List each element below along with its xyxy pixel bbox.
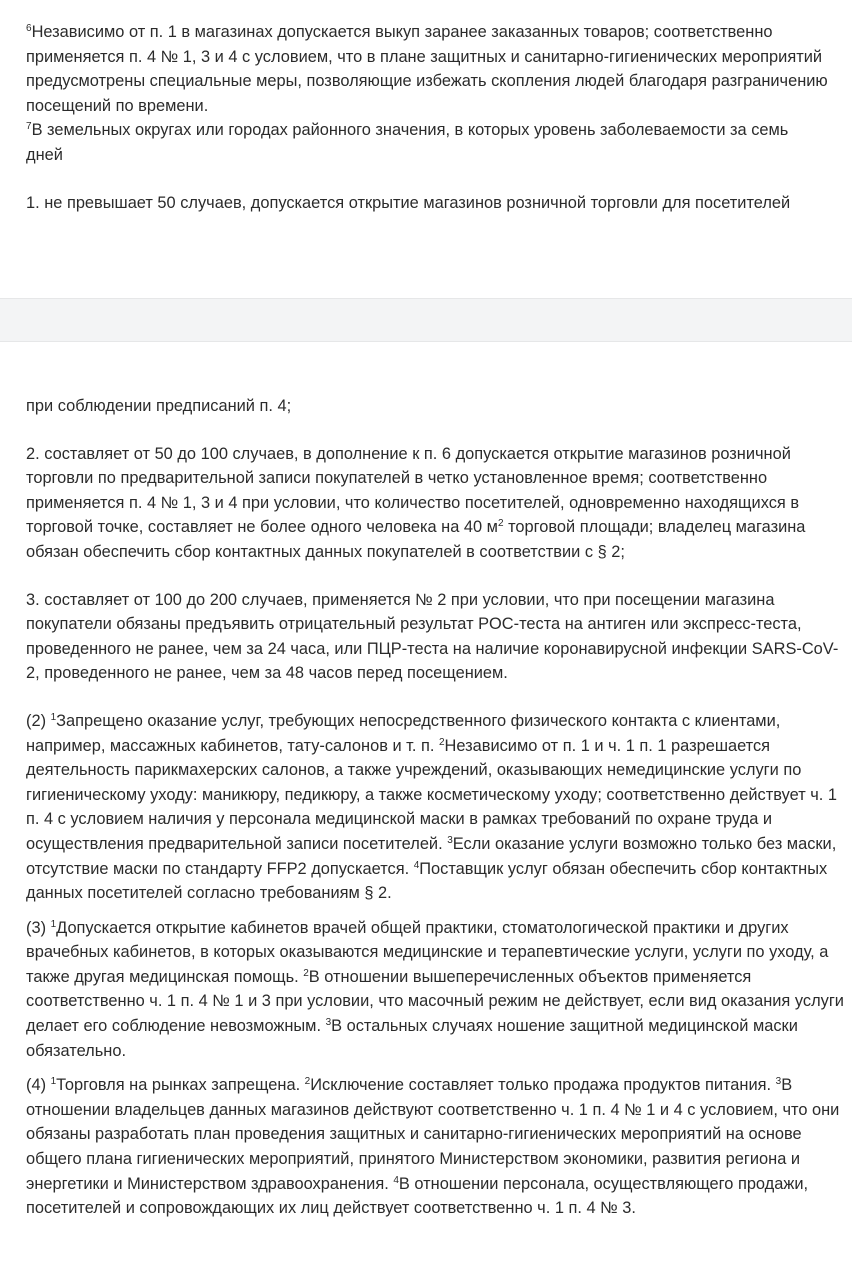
sentence-7 xyxy=(26,118,828,167)
list-item-1: 1. не превышает 50 случаев, допускается открытие магазинов розничной торговли для посетителей xyxy=(26,193,791,212)
sentence-text: Независимо от п. 1 в магазинах допускается выкуп заранее заказанных товаров; соответственно применяется п. 4 № 1, 3 и 4 с условием, что в плане защитных и санитарно-гигиенических мероприятий предусмотрены специальные меры, позволяющие избежать скопления людей благодаря разграничению посещений по времени. xyxy=(26,23,828,115)
sentence-text: В земельных округах или городах районного значения, в которых уровень заболеваемости за семь дней xyxy=(26,121,789,164)
paragraph-2: (2) $^1$Запрещено оказание услуг, требующих непосредственного физического контакта с клиентами, например, массажных кабинетов, тату-салонов и т. п. $^2$Независимо от п. 1 и ч. 1 п. 1 разрешается деятельность парикмахерских салонов, а также учреждений, оказывающих немедицинские услуги по гигиеническому уходу: маникюру, педикюру, а также косметическому уходу; соответственно действует ч. 1 п. 4 с условием наличия у персонала медицинской маски в рамках требований по охране труда и осуществления предварительной записи посетителей. $^3$Если оказание услуги возможно только без маски, отсутствие маски по стандарту FFP2 допускается. $^4$Поставщик услуг обязан обеспечить сбор контактных данных посетителей согласно требованиям § 2. xyxy=(26,711,838,903)
sentence-6 xyxy=(26,20,828,118)
page-separator xyxy=(0,298,852,342)
list-item-1-continued: при соблюдении предписаний п. 4; xyxy=(26,397,292,415)
list-item-2: 2. составляет от 50 до 100 случаев, в дополнение к п. 6 допускается открытие магазинов розничной торговли по предварительной записи покупателей в четко установленное время; соответственно применяется п. 4 № 1, 3 и 4 при условии, что количество посетителей, одновременно находящихся в торговой точке, составляет не более одного человека на 40 $м^2$ торговой площади; владелец магазина обязан обеспечить сбор контактных данных покупателей в соответствии с § 2; xyxy=(26,444,806,561)
sentence-number: 7 xyxy=(26,121,32,133)
paragraph-3: (3) $^1$Допускается открытие кабинетов врачей общей практики, стоматологической практики и других врачебных кабинетов, в которых оказываются медицинские и терапевтические услуги, услуги по уходу, а также другая медицинская помощь. $^2$В отношении вышеперечисленных объектов применяется соответственно ч. 1 п. 4 № 1 и 3 при условии, что масочный режим не действует, если вид оказания услуги делает его соблюдение невозможным. $^3$В остальных случаях ношение защитной медицинской маски обязательно. xyxy=(26,918,844,1060)
paragraph-4: (4) $^1$Торговля на рынках запрещена. $^2$Исключение составляет только продажа продуктов питания. $^3$В отношении владельцев данных магазинов действуют соответственно ч. 1 п. 4 № 1 и 4 с условием, что они обязаны разработать план проведения защитных и санитарно-гигиенических мероприятий на основе общего плана гигиенических мероприятий, принятого Министерством экономики, развития региона и энергетики и Министерством здравоохранения. $^4$В отношении персонала, осуществляющего продажи, посетителей и сопровождающих их лиц действует соответственно ч. 1 п. 4 № 3. xyxy=(26,1076,840,1218)
page-bottom xyxy=(0,342,852,1280)
list-item-3: 3. составляет от 100 до 200 случаев, применяется № 2 при условии, что при посещении магазина покупатели обязаны предъявить отрицательный результат POC-теста на антиген или экспресс-теста, проведенного не ранее, чем за 24 часа, или ПЦР-теста на наличие коронавирусной инфекции SARS-CoV-2, проведенного не ранее, чем за 48 часов перед посещением. xyxy=(26,590,839,683)
sentence-number: 6 xyxy=(26,23,32,34)
page-top xyxy=(0,0,852,298)
